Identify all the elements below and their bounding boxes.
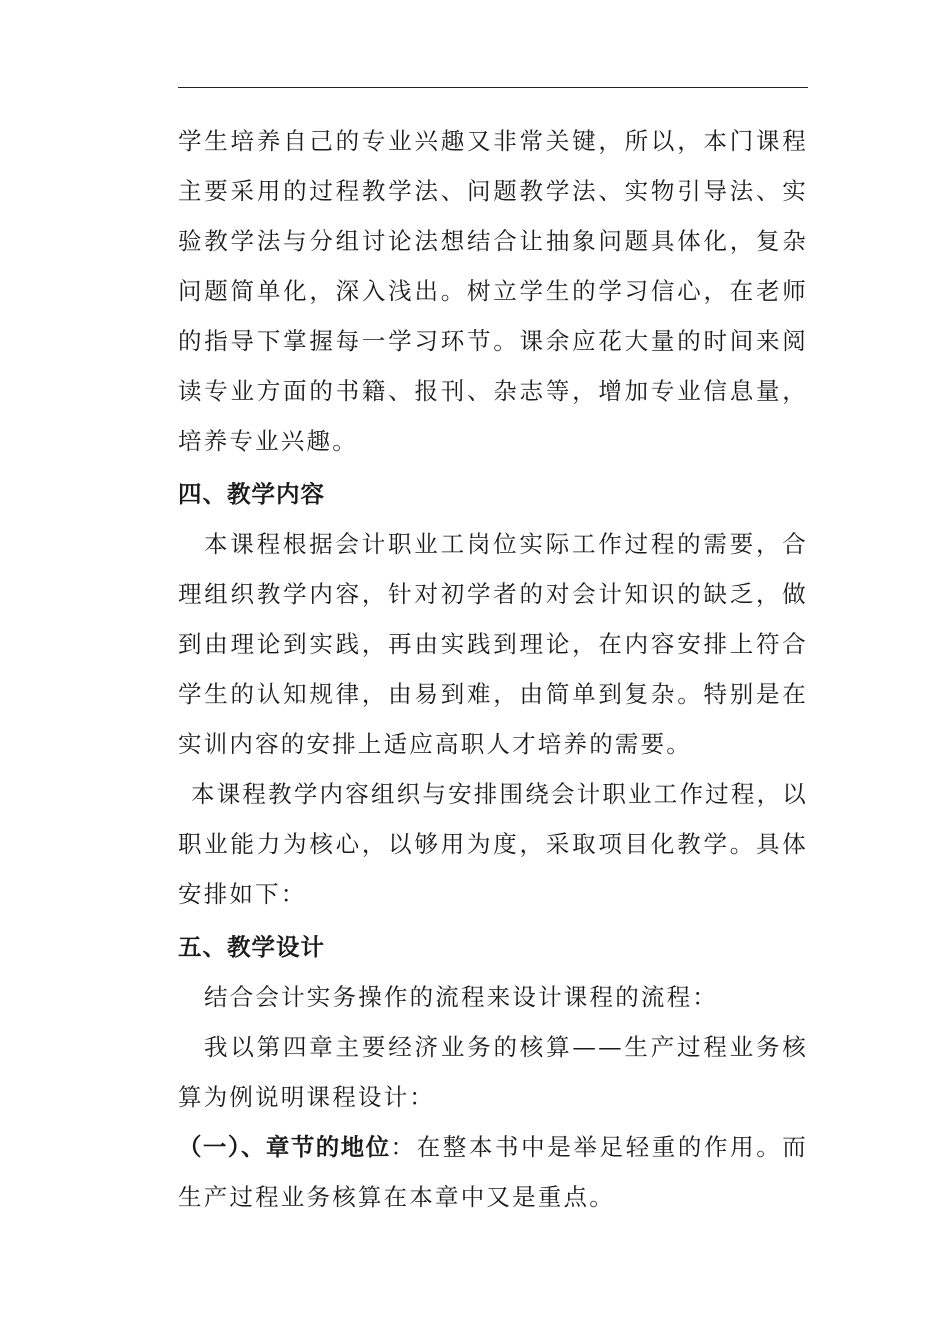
header-rule [178, 87, 808, 88]
paragraph-content-arrangement: 本课程教学内容组织与安排围绕会计职业工作过程，以职业能力为核心，以够用为度，采取项目化教学。具体安排如下： [178, 780, 808, 908]
paragraph-design-example: 我以第四章主要经济业务的核算——生产过程业务核算为例说明课程设计： [178, 1033, 808, 1111]
paragraph-content-organization: 本课程根据会计职业工岗位实际工作过程的需要，合理组织教学内容，针对初学者的对会计知识的缺乏，做到由理论到实践，再由实践到理论，在内容安排上符合学生的认知规律，由易到难，由简单到复杂。特别是在实训内容的安排上适应高职人才培养的需要。 [178, 530, 808, 758]
paragraph-chapter-position [178, 1122, 808, 1222]
paragraph-teaching-methods: 学生培养自己的专业兴趣又非常关键，所以，本门课程主要采用的过程教学法、问题教学法、实物引导法、实验教学法与分组讨论法想结合让抽象问题具体化，复杂问题简单化，深入浅出。树立学生的学习信心，在老师的指导下掌握每一学习环节。课余应花大量的时间来阅读专业方面的书籍、报刊、杂志等，增加专业信息量，培养专业兴趣。 [178, 127, 808, 455]
chapter-position-text: ：在整本书中是举足轻重的作用。而生产过程业务核算在本章中又是重点。 [178, 1133, 809, 1211]
heading-teaching-design: 五、教学设计 [178, 933, 325, 961]
paragraph-design-flow: 结合会计实务操作的流程来设计课程的流程： [204, 983, 718, 1011]
document-body [178, 116, 808, 1222]
heading-teaching-content: 四、教学内容 [178, 480, 325, 508]
chapter-position-label: （一）、章节的地位 [178, 1133, 391, 1161]
